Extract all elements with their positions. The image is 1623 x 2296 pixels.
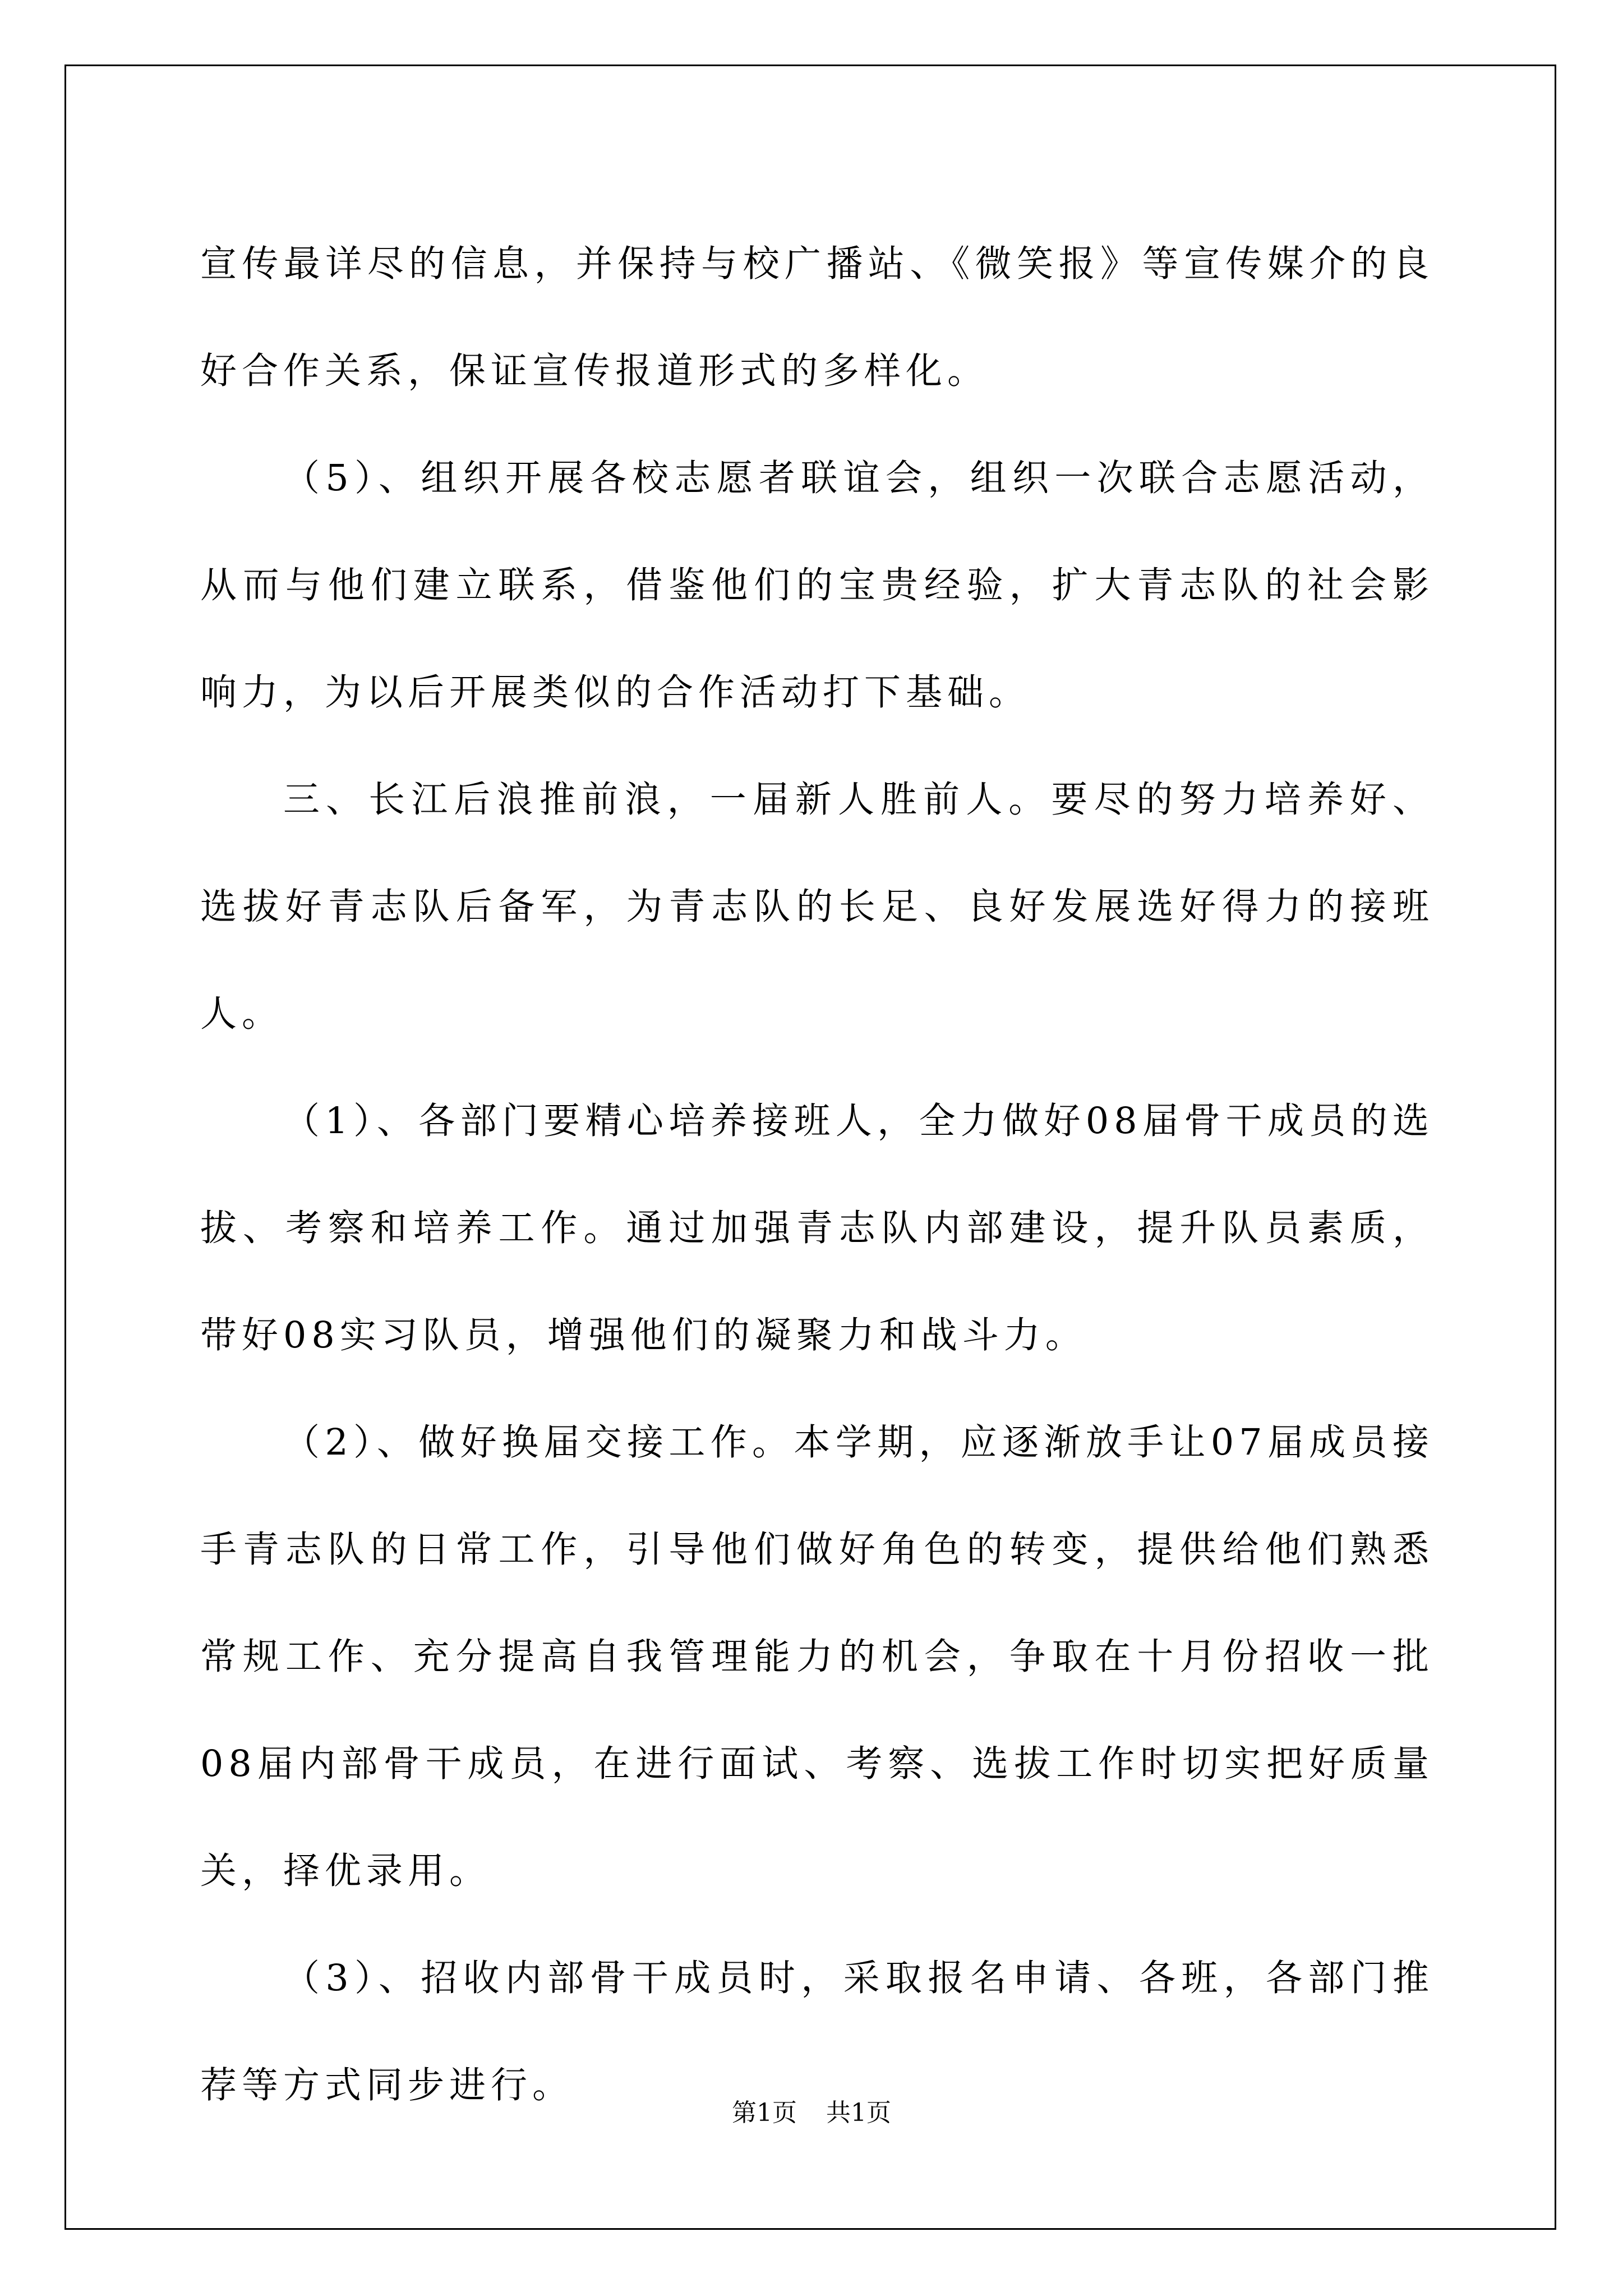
paragraph: （1）、各部门要精心培养接班人，全力做好08届骨干成员的选拔、考察和培养工作。通过加强青志队内部建设，提升队员素质，带好08实习队员，增强他们的凝聚力和战斗力。 [200, 1100, 1434, 1356]
page-footer [0, 2096, 1623, 2130]
paragraph: 三、长江后浪推前浪，一届新人胜前人。要尽的努力培养好、选拔好青志队后备军，为青志队的长足、良好发展选好得力的接班人。 [200, 779, 1434, 1035]
page-number: 第1页 [732, 2099, 797, 2127]
document-body [200, 210, 1434, 2139]
paragraph: 宣传最详尽的信息，并保持与校广播站、《微笑报》等宣传媒介的良好合作关系，保证宣传报道形式的多样化。 [200, 243, 1434, 392]
page-total: 共1页 [826, 2099, 891, 2127]
paragraph: （2）、做好换届交接工作。本学期，应逐渐放手让07届成员接手青志队的日常工作，引导他们做好角色的转变，提供给他们熟悉常规工作、充分提高自我管理能力的机会，争取在十月份招收一批08届内部骨干成员，在进行面试、考察、选拔工作时切实把好质量关，择优录用。 [200, 1421, 1434, 1892]
paragraph: （3）、招收内部骨干成员时，采取报名申请、各班，各部门推荐等方式同步进行。 [200, 1957, 1434, 2106]
paragraph: （5）、组织开展各校志愿者联谊会，组织一次联合志愿活动，从而与他们建立联系，借鉴他们的宝贵经验，扩大青志队的社会影响力，为以后开展类似的合作活动打下基础。 [200, 457, 1434, 714]
